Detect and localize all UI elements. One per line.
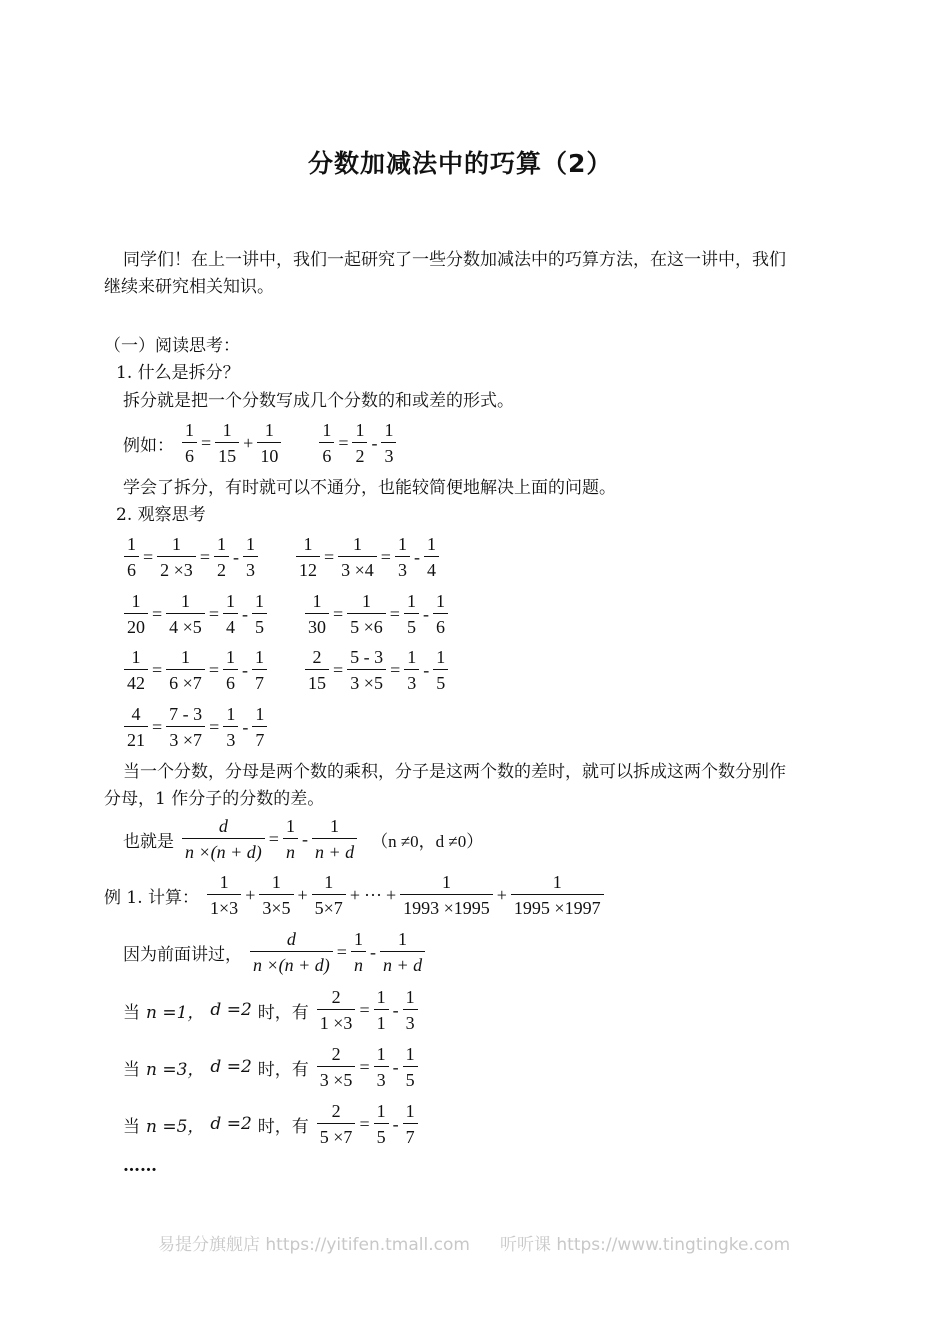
formula-condition: （n ≠0，d ≠0） [371,831,484,851]
fraction: $\frac{5 - 3}{3 \times 5}$ [347,648,386,692]
fraction: $\frac{1}{5 \times 6}$ [347,592,386,636]
fraction: $\frac{1}{1}$ [374,988,389,1032]
fraction: $\frac{1}{6}$ [319,421,334,465]
fraction: $\frac{1}{42}$ [124,648,148,692]
fraction: $\frac{1}{5}$ [404,592,419,636]
fraction: $\frac{1}{7}$ [252,648,267,692]
fraction: $\frac{1}{7}$ [403,1102,418,1146]
fraction: $\frac{1}{5}$ [374,1102,389,1146]
fraction: $\frac{1}{20}$ [124,592,148,636]
watermark-right: 听听课 https://www.tingtingke.com [500,1235,791,1255]
intro-line-1: 同学们！在上一讲中，我们一起研究了一些分数加减法中的巧算方法，在这一讲中，我们 [123,250,786,270]
fraction: $\frac{1}{6}$ [182,421,197,465]
fraction: $\frac{1}{3}$ [395,535,410,579]
fraction: $\frac{1}{4}$ [424,535,439,579]
fraction: $\frac{d}{n \times(n + d)}$ [182,817,265,861]
fraction: $\frac{1}{3 \times 4}$ [338,535,377,579]
fraction: $\frac{1}{n}$ [351,930,366,974]
fraction: $\frac{1}{n + d}$ [312,817,357,861]
fraction: $\frac{1}{6}$ [223,648,238,692]
fraction: $\frac{1}{3}$ [243,535,258,579]
fraction: $\frac{1}{4}$ [223,592,238,636]
split-benefit-note: 学会了拆分，有时就可以不通分，也能较简便地解决上面的问题。 [123,478,616,498]
fraction: $\frac{1}{1\times 3}$ [207,873,241,917]
fraction: $\frac{1}{5\times 7}$ [312,873,346,917]
fraction: $\frac{1}{6}$ [433,592,448,636]
fraction: $\frac{7 - 3}{3 \times 7}$ [166,705,205,749]
fraction: $\frac{d}{n \times(n + d)}$ [250,930,333,974]
fraction: $\frac{1}{12}$ [296,535,320,579]
fraction: $\frac{1}{15}$ [215,421,239,465]
fraction: $\frac{2}{1 \times 3}$ [317,988,356,1032]
fraction: $\frac{1}{1993 \times 1995}$ [400,873,493,917]
fraction: $\frac{1}{6 \times 7}$ [166,648,205,692]
reason-label: 因为前面讲过， [123,944,242,965]
fraction: $\frac{1}{n + d}$ [380,930,425,974]
question-2: 2. 观察思考 [116,505,206,525]
fraction: $\frac{1}{4 \times 5}$ [166,592,205,636]
case-row: 当 n =1， d =2 时，有 $\frac{2}{1 \times 3}$ = $\frac{1}{1}$ - $\frac{1}{3}$ [123,988,420,1032]
fraction: $\frac{2}{3 \times 5}$ [317,1045,356,1089]
section-heading: （一）阅读思考： [104,336,240,356]
fraction: $\frac{1}{2 \times 3}$ [157,535,196,579]
page-title: 分数加减法中的巧算（2） [308,149,613,178]
case-row: 当 n =3， d =2 时，有 $\frac{2}{3 \times 5}$ = $\frac{1}{3}$ - $\frac{1}{5}$ [123,1045,420,1089]
case-row: 当 n =5， d =2 时，有 $\frac{2}{5 \times 7}$ = $\frac{1}{5}$ - $\frac{1}{7}$ [123,1102,420,1146]
fraction: $\frac{1}{5}$ [252,592,267,636]
conclusion-line-2: 分母，1 作分子的分数的差。 [104,789,325,809]
fraction: $\frac{1}{1995 \times 1997}$ [511,873,604,917]
observe-row-3: $\frac{1}{42}$ = $\frac{1}{6 \times 7}$ = $\frac{1}{6}$ - $\frac{1}{7}$ $\frac{2}{15}$ = $\frac{5 - 3}{3 \times 5}$ = $\frac{1}{3}$ - $\frac{1}{5}$ [122,648,450,692]
question-1: 1. 什么是拆分？ [116,363,240,383]
fraction: $\frac{1}{5}$ [403,1045,418,1089]
fraction: $\frac{1}{3}$ [404,648,419,692]
fraction: $\frac{1}{3}$ [374,1045,389,1089]
observe-row-4: $\frac{4}{21}$ = $\frac{7 - 3}{3 \times 7}$ = $\frac{1}{3}$ - $\frac{1}{7}$ [122,705,269,749]
fraction: $\frac{1}{3}$ [403,988,418,1032]
fraction: $\frac{1}{3}$ [223,705,238,749]
watermark-left: 易提分旗舰店 https://yitifen.tmall.com [158,1235,470,1255]
conclusion-line-1: 当一个分数，分母是两个数的乘积，分子是这两个数的差时，就可以拆成这两个数分别作 [123,762,786,782]
fraction: $\frac{1}{6}$ [124,535,139,579]
observe-row-2: $\frac{1}{20}$ = $\frac{1}{4 \times 5}$ = $\frac{1}{4}$ - $\frac{1}{5}$ $\frac{1}{30}$ = $\frac{1}{5 \times 6}$ = $\frac{1}{5}$ - $\frac{1}{6}$ [122,592,450,636]
fraction: $\frac{1}{3}$ [381,421,396,465]
general-formula: 也就是 $\frac{d}{n \times(n + d)}$ = $\frac{1}{n}$ - $\frac{1}{n + d}$ （n ≠0，d ≠0） [123,816,484,862]
intro-line-2: 继续来研究相关知识。 [104,277,274,297]
example1-reason: 因为前面讲过， $\frac{d}{n \times(n + d)}$ = $\frac{1}{n}$ - $\frac{1}{n + d}$ [123,930,427,974]
fraction: $\frac{2}{15}$ [305,648,329,692]
formula-label: 也就是 [123,831,174,852]
fraction: $\frac{1}{n}$ [283,817,298,861]
fraction: $\frac{4}{21}$ [124,705,148,749]
fraction: $\frac{1}{2}$ [214,535,229,579]
fraction: $\frac{1}{30}$ [305,592,329,636]
fraction: $\frac{1}{2}$ [352,421,367,465]
example-split-row: 例如： $\frac{1}{6}$ = $\frac{1}{15}$ + $\frac{1}{10}$ $\frac{1}{6}$ = $\frac{1}{2}$ - $\frac{1}{3}$ [123,421,398,465]
fraction: $\frac{1}{5}$ [433,648,448,692]
example1-label: 例 1. 计算： [104,887,200,908]
split-definition: 拆分就是把一个分数写成几个分数的和或差的形式。 [123,391,514,411]
fraction: $\frac{1}{10}$ [257,421,281,465]
example1-problem: 例 1. 计算： $\frac{1}{1\times 3}$ + $\frac{1}{3\times 5}$ + $\frac{1}{5\times 7}$ + ··· + $\frac{1}{1993 \times 1995}$ + $\frac{1}{1995 \times 1997}$ [104,873,606,917]
example-label: 例如： [123,435,174,456]
ellipsis: …… [123,1156,157,1176]
observe-row-1: $\frac{1}{6}$ = $\frac{1}{2 \times 3}$ = $\frac{1}{2}$ - $\frac{1}{3}$ $\frac{1}{12}$ = $\frac{1}{3 \times 4}$ = $\frac{1}{3}$ - $\frac{1}{4}$ [122,535,441,579]
fraction: $\frac{2}{5 \times 7}$ [317,1102,356,1146]
fraction: $\frac{1}{3\times 5}$ [259,873,293,917]
fraction: $\frac{1}{7}$ [252,705,267,749]
